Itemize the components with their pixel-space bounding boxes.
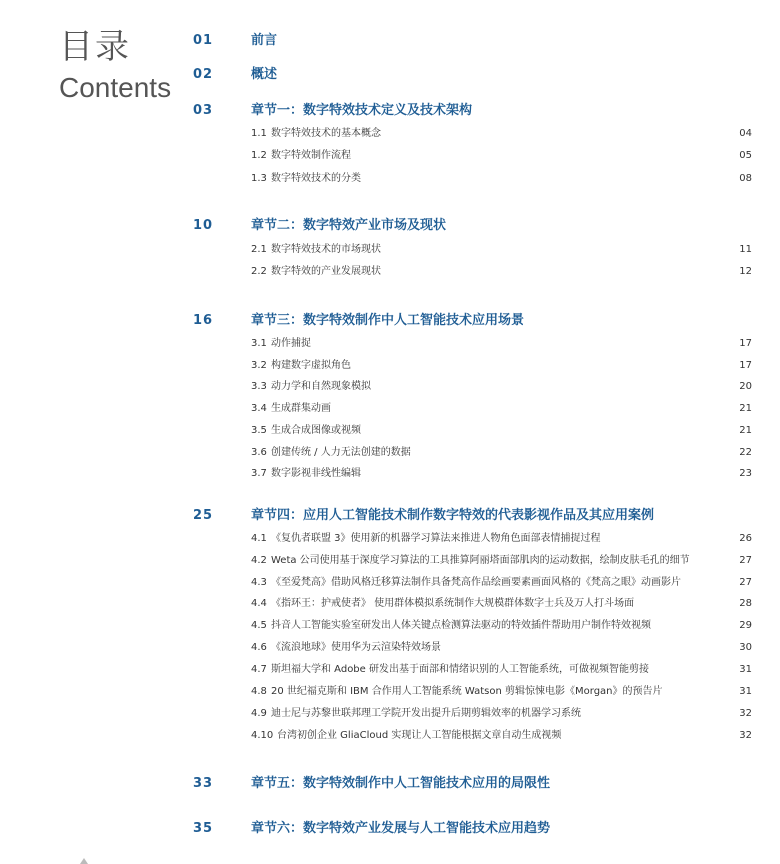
section-number: 4.3 <box>251 577 267 588</box>
toc-chapter-row[interactable] <box>0 215 780 237</box>
section-title: 《指环王：护戒使者》 使用群体模拟系统制作大规模群体数字士兵及万人打斗场面 <box>271 598 635 609</box>
section-number: 3.2 <box>251 360 267 371</box>
toc-chapter-row[interactable] <box>0 818 780 840</box>
chapter-title: 章节一：数字特效技术定义及技术架构 <box>251 103 473 118</box>
section-page-number: 30 <box>739 642 752 653</box>
chapter-title: 章节五：数字特效制作中人工智能技术应用的局限性 <box>251 776 551 791</box>
section-number: 2.2 <box>251 266 267 277</box>
chapter-number: 10 <box>193 218 214 233</box>
chapter-number: 25 <box>193 508 214 523</box>
section-page-number: 21 <box>739 403 752 414</box>
section-title: 迪士尼与苏黎世联邦理工学院开发出提升后期剪辑效率的机器学习系统 <box>271 708 581 719</box>
section-number: 3.3 <box>251 381 267 392</box>
section-title: 台湾初创企业 GliaCloud 实现让人工智能根据文章自动生成视频 <box>277 730 562 741</box>
section-page-number: 17 <box>739 360 752 371</box>
section-title: 《流浪地球》使用华为云渲染特效场景 <box>271 642 441 653</box>
toc-section-row[interactable] <box>0 399 780 419</box>
section-number: 3.1 <box>251 338 267 349</box>
section-number: 4.6 <box>251 642 267 653</box>
chapter-title: 前言 <box>251 33 278 48</box>
section-page-number: 20 <box>739 381 752 392</box>
toc-section-row[interactable] <box>0 638 780 658</box>
section-title: 斯坦福大学和 Adobe 研发出基于面部和情绪识别的人工智能系统，可做视频智能剪接 <box>271 664 649 675</box>
toc-chapter-row[interactable] <box>0 30 780 52</box>
toc-section-row[interactable] <box>0 443 780 463</box>
corner-mark-icon <box>80 856 88 864</box>
section-page-number: 21 <box>739 425 752 436</box>
section-number: 2.1 <box>251 244 267 255</box>
toc-section-row[interactable] <box>0 660 780 680</box>
section-page-number: 27 <box>739 577 752 588</box>
section-page-number: 08 <box>739 173 752 184</box>
toc-section-row[interactable] <box>0 726 780 746</box>
chapter-title: 章节六：数字特效产业发展与人工智能技术应用趋势 <box>251 821 551 836</box>
toc-section-row[interactable] <box>0 704 780 724</box>
toc-section-row[interactable] <box>0 421 780 441</box>
section-page-number: 22 <box>739 447 752 458</box>
section-number: 4.8 <box>251 686 267 697</box>
section-title: 数字特效制作流程 <box>271 150 351 161</box>
section-page-number: 32 <box>739 730 752 741</box>
section-page-number: 11 <box>739 244 752 255</box>
section-number: 4.2 <box>251 555 267 566</box>
toc-section-row[interactable] <box>0 464 780 484</box>
section-page-number: 28 <box>739 598 752 609</box>
section-title: Weta 公司使用基于深度学习算法的工具推算阿丽塔面部肌肉的运动数据，绘制皮肤毛孔的细节 <box>271 555 690 566</box>
section-page-number: 17 <box>739 338 752 349</box>
section-page-number: 29 <box>739 620 752 631</box>
section-number: 1.3 <box>251 173 267 184</box>
section-title: 动作捕捉 <box>271 338 311 349</box>
section-title: 《复仇者联盟 3》使用新的机器学习算法来推进人物角色面部表情捕捉过程 <box>271 533 601 544</box>
toc-section-row[interactable] <box>0 529 780 549</box>
section-title: 20 世纪福克斯和 IBM 合作用人工智能系统 Watson 剪辑惊悚电影《Morgan》的预告片 <box>271 686 663 697</box>
toc-title-english: Contents <box>59 72 172 103</box>
toc-section-row[interactable] <box>0 356 780 376</box>
chapter-number: 35 <box>193 821 214 836</box>
section-number: 4.9 <box>251 708 267 719</box>
section-number: 3.7 <box>251 468 267 479</box>
section-title: 数字特效技术的基本概念 <box>271 128 381 139</box>
section-page-number: 12 <box>739 266 752 277</box>
toc-section-row[interactable] <box>0 377 780 397</box>
section-title: 数字特效技术的市场现状 <box>271 244 381 255</box>
chapter-number: 33 <box>193 776 214 791</box>
toc-section-row[interactable] <box>0 334 780 354</box>
chapter-number: 03 <box>193 103 214 118</box>
section-page-number: 23 <box>739 468 752 479</box>
chapter-number: 02 <box>193 67 214 82</box>
section-title: 创建传统 / 人力无法创建的数据 <box>271 447 411 458</box>
chapter-number: 01 <box>193 33 214 48</box>
section-title: 动力学和自然现象模拟 <box>271 381 371 392</box>
section-page-number: 05 <box>739 150 752 161</box>
section-title: 生成合成图像或视频 <box>271 425 361 436</box>
section-page-number: 04 <box>739 128 752 139</box>
toc-section-row[interactable] <box>0 169 780 189</box>
section-number: 4.1 <box>251 533 267 544</box>
section-title: 生成群集动画 <box>271 403 331 414</box>
chapter-title: 概述 <box>251 67 278 82</box>
toc-chapter-row[interactable] <box>0 64 780 86</box>
toc-section-row[interactable] <box>0 262 780 282</box>
section-page-number: 27 <box>739 555 752 566</box>
section-page-number: 31 <box>739 664 752 675</box>
chapter-number: 16 <box>193 313 214 328</box>
section-number: 1.2 <box>251 150 267 161</box>
toc-section-row[interactable] <box>0 682 780 702</box>
section-title: 构建数字虚拟角色 <box>271 360 351 371</box>
section-page-number: 32 <box>739 708 752 719</box>
toc-section-row[interactable] <box>0 573 780 593</box>
toc-title-chinese: 目录 <box>59 27 131 67</box>
toc-chapter-row[interactable] <box>0 100 780 122</box>
section-number: 4.4 <box>251 598 267 609</box>
chapter-title: 章节二：数字特效产业市场及现状 <box>251 218 447 233</box>
section-title: 数字特效技术的分类 <box>271 173 361 184</box>
toc-section-row[interactable] <box>0 146 780 166</box>
chapter-title: 章节三：数字特效制作中人工智能技术应用场景 <box>251 313 525 328</box>
section-title: 抖音人工智能实验室研发出人体关键点检测算法驱动的特效插件帮助用户制作特效视频 <box>271 620 651 631</box>
section-number: 4.5 <box>251 620 267 631</box>
toc-section-row[interactable] <box>0 124 780 144</box>
section-title: 数字特效的产业发展现状 <box>271 266 381 277</box>
section-title: 《至爱梵高》借助风格迁移算法制作具备梵高作品绘画要素画面风格的《梵高之眼》动画影片 <box>271 577 681 588</box>
section-page-number: 31 <box>739 686 752 697</box>
chapter-title: 章节四：应用人工智能技术制作数字特效的代表影视作品及其应用案例 <box>251 508 655 523</box>
section-number: 4.7 <box>251 664 267 675</box>
section-number: 1.1 <box>251 128 267 139</box>
toc-section-row[interactable] <box>0 551 780 571</box>
toc-section-row[interactable] <box>0 616 780 636</box>
section-number: 3.6 <box>251 447 267 458</box>
toc-chapter-row[interactable] <box>0 310 780 332</box>
section-number: 3.5 <box>251 425 267 436</box>
section-title: 数字影视非线性编辑 <box>271 468 361 479</box>
toc-section-row[interactable] <box>0 240 780 260</box>
section-number: 3.4 <box>251 403 267 414</box>
section-page-number: 26 <box>739 533 752 544</box>
toc-chapter-row[interactable] <box>0 505 780 527</box>
toc-section-row[interactable] <box>0 594 780 614</box>
toc-chapter-row[interactable] <box>0 773 780 795</box>
section-number: 4.10 <box>251 730 274 741</box>
